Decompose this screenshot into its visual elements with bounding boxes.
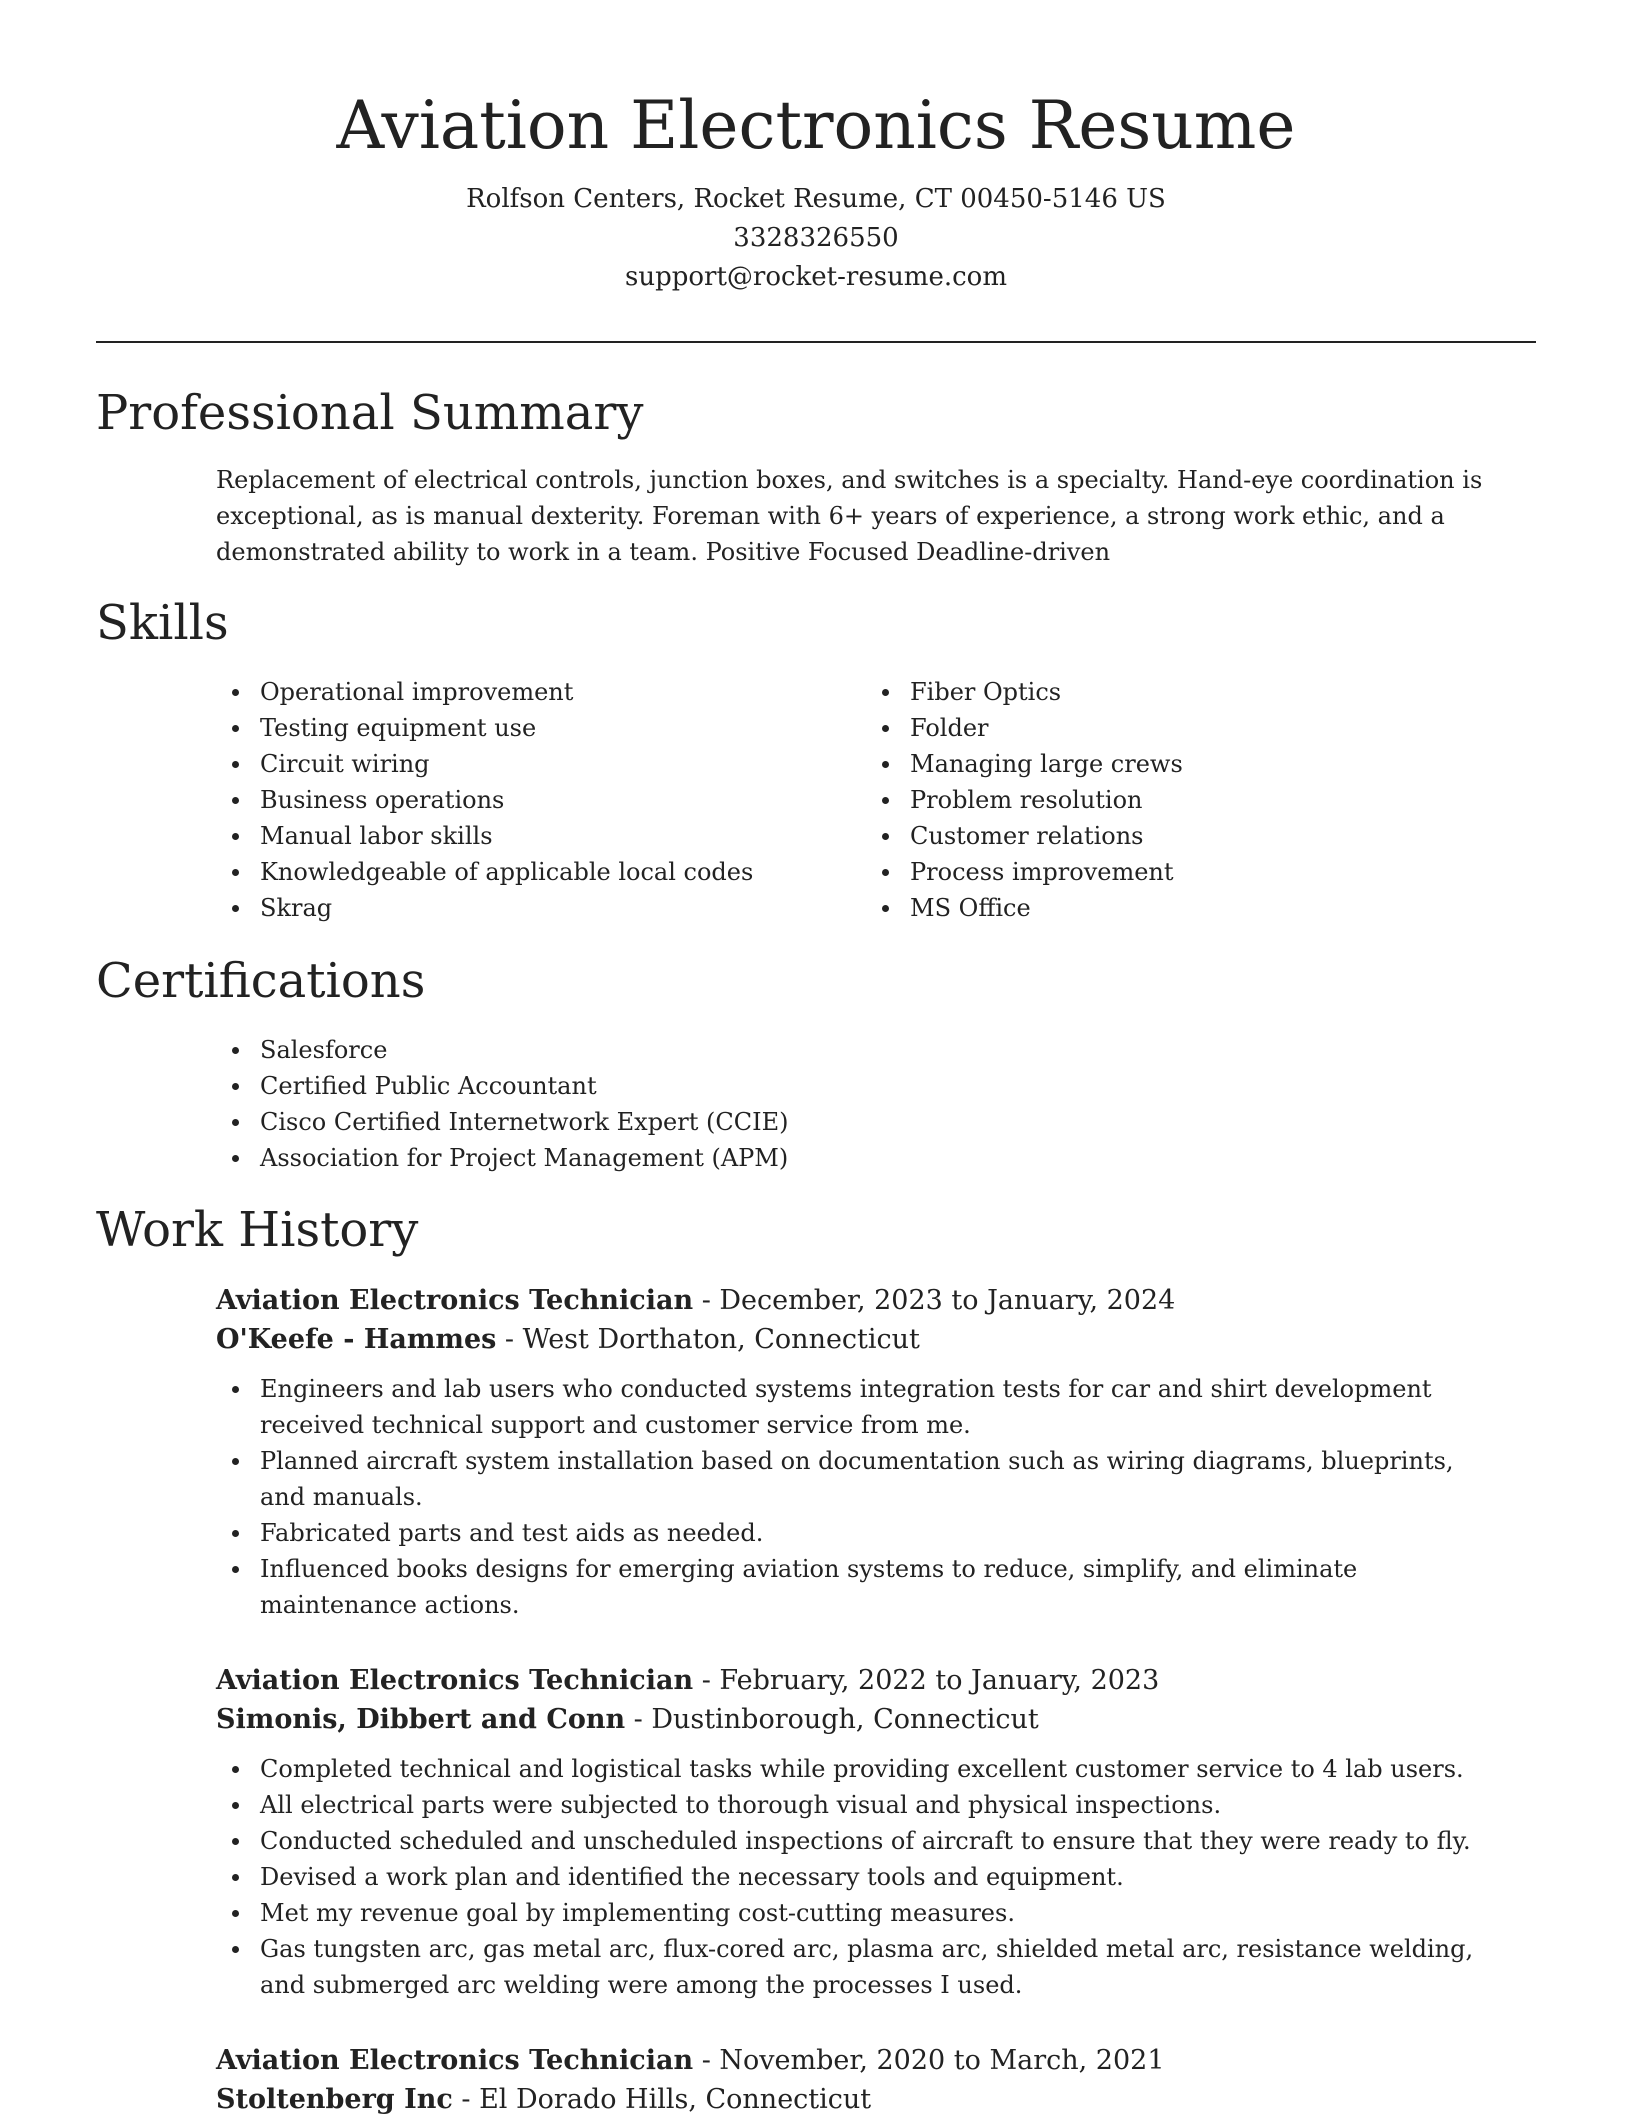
certification-item: Association for Project Management (APM) (216, 1140, 1216, 1176)
job-bullet-list (216, 1751, 1506, 2003)
skill-item: Customer relations (866, 818, 1486, 854)
job-bullet: Gas tungsten arc, gas metal arc, flux-cored arc, plasma arc, shielded metal arc, resistance welding, and submerged arc welding were among the processes I used. (216, 1931, 1506, 2003)
job-separator: - (625, 1704, 652, 1735)
header-divider (96, 341, 1536, 343)
job-dates: November, 2020 to March, 2021 (719, 2045, 1165, 2076)
skill-item: Manual labor skills (216, 818, 836, 854)
skill-item: Folder (866, 710, 1486, 746)
skills-heading: Skills (96, 595, 229, 651)
job-separator: - (496, 1324, 523, 1355)
job-bullet-list (216, 1371, 1506, 1623)
job-separator: - (693, 1285, 720, 1316)
skill-item: Skrag (216, 890, 836, 926)
skill-item: Knowledgeable of applicable local codes (216, 854, 836, 890)
skill-item: Business operations (216, 782, 836, 818)
job-separator: - (693, 2045, 720, 2076)
job-company: Stoltenberg Inc (216, 2084, 453, 2115)
job-company-line (216, 1320, 1516, 1359)
certifications-list (216, 1032, 1216, 1176)
job-bullet: Influenced books designs for emerging aviation systems to reduce, simplify, and eliminate maintenance actions. (216, 1551, 1506, 1623)
job-bullet: Engineers and lab users who conducted systems integration tests for car and shirt development received technical support and customer service from me. (216, 1371, 1506, 1443)
job-company-line (216, 2080, 1516, 2119)
job-title-line (216, 2041, 1516, 2080)
skill-item: Operational improvement (216, 674, 836, 710)
job-role: Aviation Electronics Technician (216, 1665, 694, 1696)
skills-list-right (866, 674, 1486, 926)
job-entry (216, 1281, 1516, 1623)
job-dates: December, 2023 to January, 2024 (719, 1285, 1176, 1316)
job-title-line (216, 1281, 1516, 1320)
job-role: Aviation Electronics Technician (216, 2045, 694, 2076)
skills-list-left (216, 674, 836, 926)
job-location: West Dorthaton, Connecticut (522, 1324, 920, 1355)
job-company-line (216, 1700, 1516, 1739)
summary-text: Replacement of electrical controls, junction boxes, and switches is a specialty. Hand-eye coordination is exceptional, as is manual dexterity. Foreman with 6+ years of experience, a strong work ethic, and a demonstrated ability to work in a team. Positive Focused Deadline-driven (216, 466, 1483, 566)
job-title-line (216, 1661, 1516, 1700)
certification-item: Salesforce (216, 1032, 1216, 1068)
skill-item: Circuit wiring (216, 746, 836, 782)
work-history-heading: Work History (96, 1202, 419, 1258)
job-bullet: Conducted scheduled and unscheduled inspections of aircraft to ensure that they were ready to fly. (216, 1823, 1506, 1859)
summary-heading: Professional Summary (96, 385, 644, 441)
job-company: Simonis, Dibbert and Conn (216, 1704, 626, 1735)
job-location: Dustinborough, Connecticut (651, 1704, 1039, 1735)
job-entry (216, 2041, 1516, 2119)
skill-item: Process improvement (866, 854, 1486, 890)
job-separator: - (693, 1665, 720, 1696)
job-separator: - (452, 2084, 480, 2115)
job-bullet: All electrical parts were subjected to thorough visual and physical inspections. (216, 1787, 1506, 1823)
certification-item: Cisco Certified Internetwork Expert (CCIE) (216, 1104, 1216, 1140)
job-location: El Dorado Hills, Connecticut (479, 2084, 872, 2115)
certification-item: Certified Public Accountant (216, 1068, 1216, 1104)
job-bullet: Completed technical and logistical tasks while providing excellent customer service to 4 lab users. (216, 1751, 1506, 1787)
job-bullet: Planned aircraft system installation based on documentation such as wiring diagrams, blueprints, and manuals. (216, 1443, 1506, 1515)
job-dates: February, 2022 to January, 2023 (719, 1665, 1160, 1696)
certifications-heading: Certifications (96, 953, 426, 1009)
skill-item: MS Office (866, 890, 1486, 926)
job-bullet: Met my revenue goal by implementing cost-cutting measures. (216, 1895, 1506, 1931)
job-company: O'Keefe - Hammes (216, 1324, 497, 1355)
skill-item: Testing equipment use (216, 710, 836, 746)
job-bullet: Fabricated parts and test aids as needed. (216, 1515, 1506, 1551)
resume-header (0, 0, 1632, 297)
job-role: Aviation Electronics Technician (216, 1285, 694, 1316)
contact-email: support@rocket-resume.com (624, 262, 1007, 292)
contact-block (0, 180, 1632, 297)
contact-phone: 3328326550 (733, 223, 899, 253)
job-bullet: Devised a work plan and identified the necessary tools and equipment. (216, 1859, 1506, 1895)
skill-item: Problem resolution (866, 782, 1486, 818)
resume-title: Aviation Electronics Resume (336, 87, 1296, 164)
skill-item: Managing large crews (866, 746, 1486, 782)
skill-item: Fiber Optics (866, 674, 1486, 710)
job-entry (216, 1661, 1516, 2003)
contact-address: Rolfson Centers, Rocket Resume, CT 00450-5146 US (466, 184, 1166, 214)
